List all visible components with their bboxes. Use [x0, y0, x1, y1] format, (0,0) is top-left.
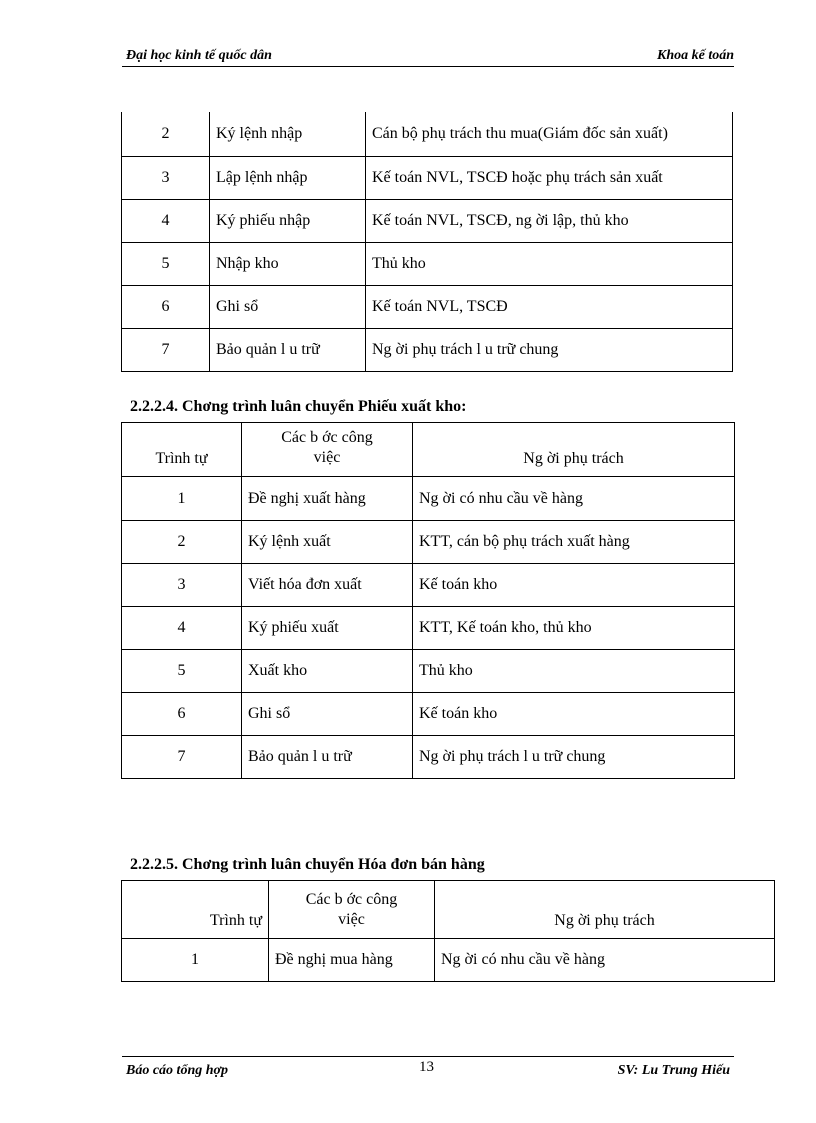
table-row — [122, 650, 735, 693]
column-header-responsible: Ng ời phụ trách — [413, 423, 735, 477]
table-phieu-xuat — [121, 422, 735, 779]
step-task: Ký phiếu nhập — [210, 199, 366, 242]
column-header-order: Trình tự — [122, 423, 242, 477]
table-row — [122, 156, 733, 199]
table-row — [122, 607, 735, 650]
table-row — [122, 521, 735, 564]
column-header-responsible: Ng ời phụ trách — [435, 881, 775, 939]
step-task: Lập lệnh nhập — [210, 156, 366, 199]
column-header-steps-line1: Các b ớc công — [305, 891, 398, 908]
page-footer — [122, 1056, 734, 1079]
step-responsible: Kế toán NVL, TSCĐ, ng ời lập, thủ kho — [366, 199, 733, 242]
step-responsible: Kế toán NVL, TSCĐ — [366, 285, 733, 328]
step-responsible: Kế toán kho — [413, 693, 735, 736]
step-task: Nhập kho — [210, 242, 366, 285]
column-header-order: Trình tự — [122, 881, 269, 939]
table-row — [122, 477, 735, 521]
table-row — [122, 242, 733, 285]
step-responsible: Thủ kho — [366, 242, 733, 285]
table-row — [122, 328, 733, 371]
table-row — [122, 939, 775, 982]
step-task: Ký lệnh nhập — [210, 112, 366, 156]
step-task: Ký lệnh xuất — [242, 521, 413, 564]
step-number: 3 — [122, 564, 242, 607]
step-number: 6 — [122, 285, 210, 328]
column-header-steps — [269, 881, 435, 939]
step-number: 7 — [122, 736, 242, 779]
step-task: Ghi sổ — [210, 285, 366, 328]
table-hoa-don — [121, 880, 775, 982]
footer-student-name: SV: Lu Trung Hiếu — [617, 1063, 730, 1078]
header-faculty: Khoa kế toán — [656, 48, 734, 63]
column-header-steps — [242, 423, 413, 477]
table-row — [122, 199, 733, 242]
step-responsible: KTT, Kế toán kho, thủ kho — [413, 607, 735, 650]
table-header-row — [122, 881, 775, 939]
step-number: 2 — [122, 521, 242, 564]
footer-report-title: Báo cáo tổng hợp — [126, 1063, 229, 1078]
step-number: 4 — [122, 607, 242, 650]
table-row — [122, 693, 735, 736]
table-header-row — [122, 423, 735, 477]
page-header — [122, 48, 734, 67]
step-responsible: Kế toán kho — [413, 564, 735, 607]
table-row — [122, 736, 735, 779]
section-heading-hoa-don: 2.2.2.5. Chơng trình luân chuyển Hóa đơn bán hàng — [130, 856, 485, 873]
step-number: 6 — [122, 693, 242, 736]
step-number: 2 — [122, 112, 210, 156]
step-number: 1 — [122, 939, 269, 982]
step-task: Ký phiếu xuất — [242, 607, 413, 650]
step-responsible: Ng ời có nhu cầu về hàng — [435, 939, 775, 982]
step-task: Viết hóa đơn xuất — [242, 564, 413, 607]
section-heading-phieu-xuat: 2.2.2.4. Chơng trình luân chuyển Phiếu xuất kho: — [130, 398, 467, 415]
table-phieu-nhap-continued — [121, 112, 733, 372]
table-row — [122, 564, 735, 607]
table-row — [122, 285, 733, 328]
step-responsible: Cán bộ phụ trách thu mua(Giám đốc sản xuất) — [366, 112, 733, 156]
step-responsible: Kế toán NVL, TSCĐ hoặc phụ trách sản xuất — [366, 156, 733, 199]
step-number: 7 — [122, 328, 210, 371]
step-task: Bảo quản l u trữ — [242, 736, 413, 779]
step-responsible: Ng ời phụ trách l u trữ chung — [413, 736, 735, 779]
step-task: Đề nghị mua hàng — [269, 939, 435, 982]
page-number: 13 — [419, 1059, 434, 1075]
step-responsible: Thủ kho — [413, 650, 735, 693]
step-number: 5 — [122, 650, 242, 693]
step-responsible: KTT, cán bộ phụ trách xuất hàng — [413, 521, 735, 564]
step-number: 5 — [122, 242, 210, 285]
column-header-steps-line2: việc — [313, 449, 341, 466]
step-number: 3 — [122, 156, 210, 199]
step-responsible: Ng ời phụ trách l u trữ chung — [366, 328, 733, 371]
column-header-steps-line2: việc — [338, 911, 365, 928]
column-header-steps-line1: Các b ớc công — [281, 429, 373, 446]
step-number: 4 — [122, 199, 210, 242]
step-task: Đề nghị xuất hàng — [242, 477, 413, 521]
step-task: Ghi sổ — [242, 693, 413, 736]
step-task: Bảo quản l u trữ — [210, 328, 366, 371]
step-number: 1 — [122, 477, 242, 521]
step-responsible: Ng ời có nhu cầu về hàng — [413, 477, 735, 521]
header-university: Đại học kinh tế quốc dân — [126, 48, 272, 63]
table-row — [122, 112, 733, 156]
step-task: Xuất kho — [242, 650, 413, 693]
